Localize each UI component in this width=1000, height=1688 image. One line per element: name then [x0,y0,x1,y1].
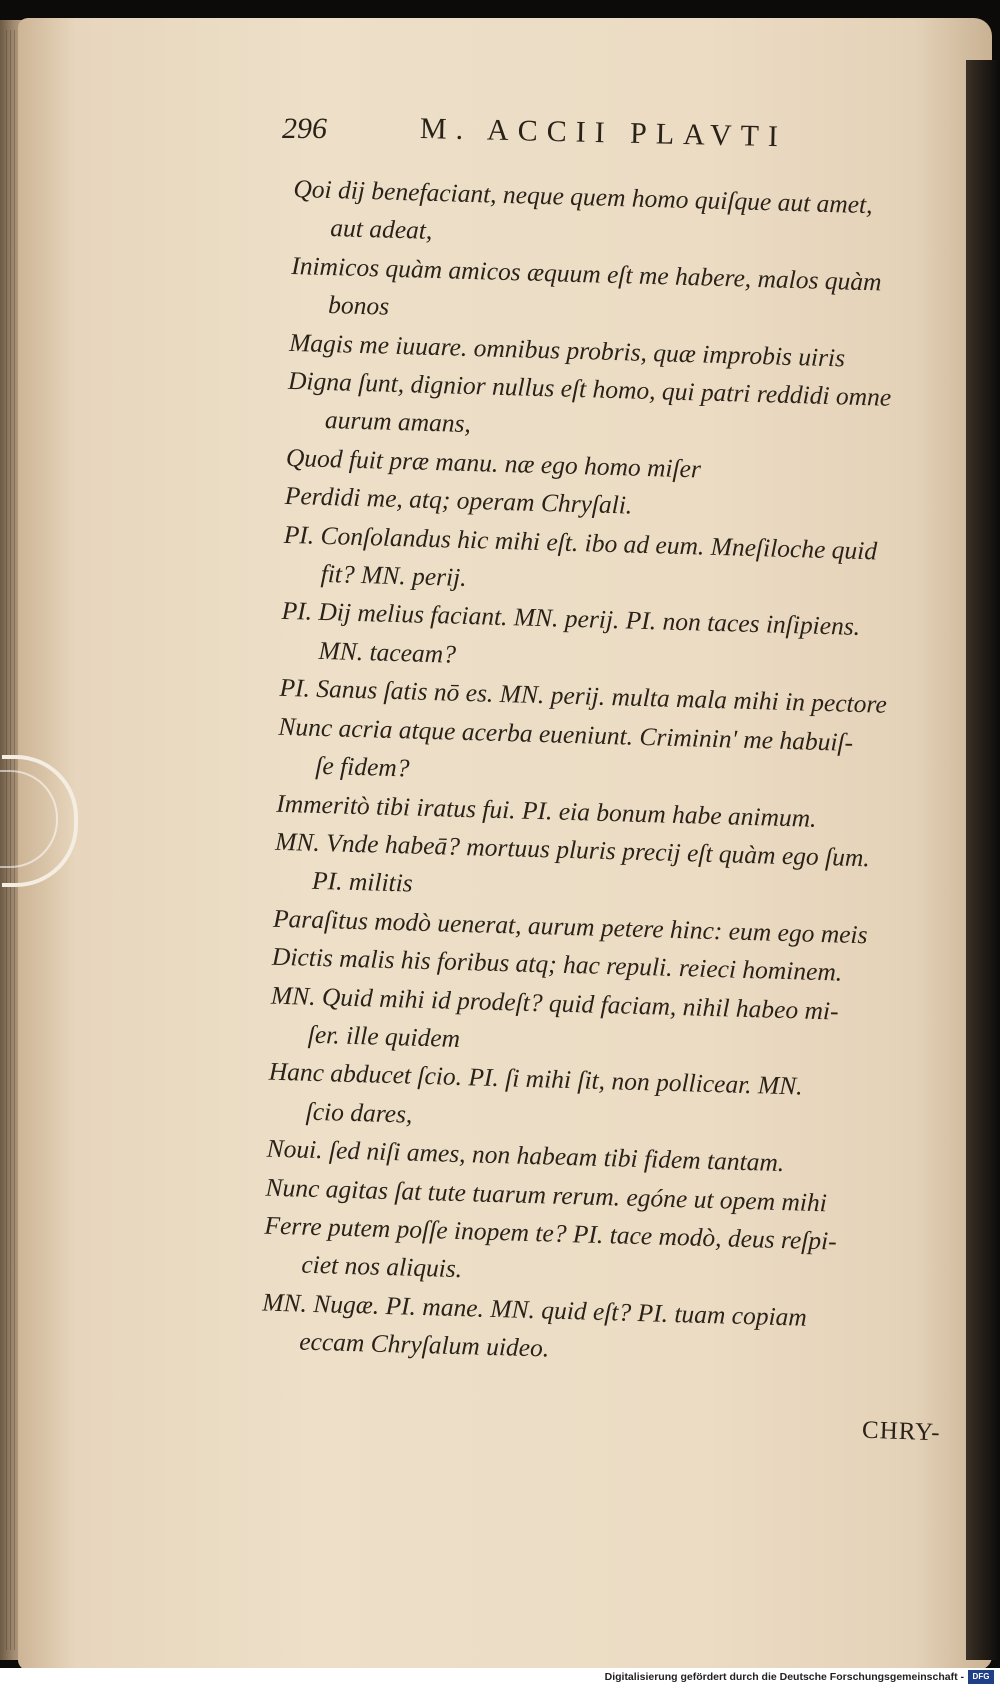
verse-line: Paraſitus modò uenerat, aurum petere hinc: eum ego meis [272,903,868,950]
verse-line: fit? MN. perij. [320,558,468,593]
dfg-logo-text: DFG [972,1672,990,1681]
running-head: M. ACCII PLAVTI [419,112,788,154]
verse-line: Magis me iuuare. omnibus probris, quæ improbis uiris [288,327,846,373]
verse-line: Hanc abducet ſcio. PI. ſi mihi ſit, non pollicear. MN. [268,1056,804,1101]
verse-line: Inimicos quàm amicos æquum eſt me habere, malos quàm [290,250,882,297]
footer-credit: Digitalisierung gefördert durch die Deutsche Forschungsgemeinschaft - [604,1671,964,1683]
verse-line: ſer. ille quidem [307,1019,461,1053]
verse-line: ſe fidem? [314,750,410,783]
verse-line: eccam Chryſalum uideo. [298,1326,550,1363]
verse-line: MN. Vnde habeā? mortuus pluris precij eſt quàm ego ſum. [274,826,871,873]
book-right-shadow [966,60,1000,1660]
verse-line: Nunc acria atque acerba eueniunt. Criminin' me habuiſ- [278,711,854,757]
verse-line: PI. Sanus ſatis nō es. MN. perij. multa mala mihi in pectore [279,673,888,720]
verse-line: Perdidi me, atq; operam Chryſali. [284,481,633,520]
verse-line: Digna ſunt, dignior nullus eſt homo, qui patri reddidi omne [287,365,892,412]
verse-line: aurum amans, [324,405,472,439]
verse-line: Ferre putem poſſe inopem te? PI. tace modò, deus reſpi- [264,1210,838,1256]
verse-line: MN. Nugæ. PI. mane. MN. quid eſt? PI. tuam copiam [261,1287,808,1332]
verse-line: PI. militis [311,866,414,898]
verse-line: PI. Dij melius faciant. MN. perij. PI. non taces inſipiens. [281,596,861,642]
page-number: 296 [282,112,327,145]
verse-line: Nunc agitas ſat tute tuarum rerum. egóne ut opem mihi [265,1172,828,1217]
verse-line: bonos [327,290,390,321]
catchword: CHRY- [861,1416,942,1447]
verse-line: ciet nos aliquis. [301,1250,463,1284]
verse-line: ſcio dares, [305,1096,413,1129]
verse-line: Quod fuit præ manu. næ ego homo miſer [285,442,702,484]
verse-line: Qoi dij benefaciant, neque quem homo quiſque aut amet, [293,173,873,220]
verse-block [261,170,974,1379]
verse-line: MN. taceam? [318,635,457,669]
verse-line: Dictis malis his foribus atq; hac repuli. reieci hominem. [271,941,843,987]
verse-line: Immeritò tibi iratus fui. PI. eia bonum habe animum. [275,788,817,833]
verse-line: PI. Conſolandus hic mihi eſt. ibo ad eum. Mneſiloche quid [283,519,878,566]
verse-line: MN. Quid mihi id prodeſt? quid faciam, nihil habeo mi- [270,980,839,1026]
verse-line: aut adeat, [329,213,433,246]
verse-line: Noui. ſed niſi ames, non habeam tibi fidem tantam. [266,1133,785,1178]
dfg-logo-icon [968,1670,994,1684]
